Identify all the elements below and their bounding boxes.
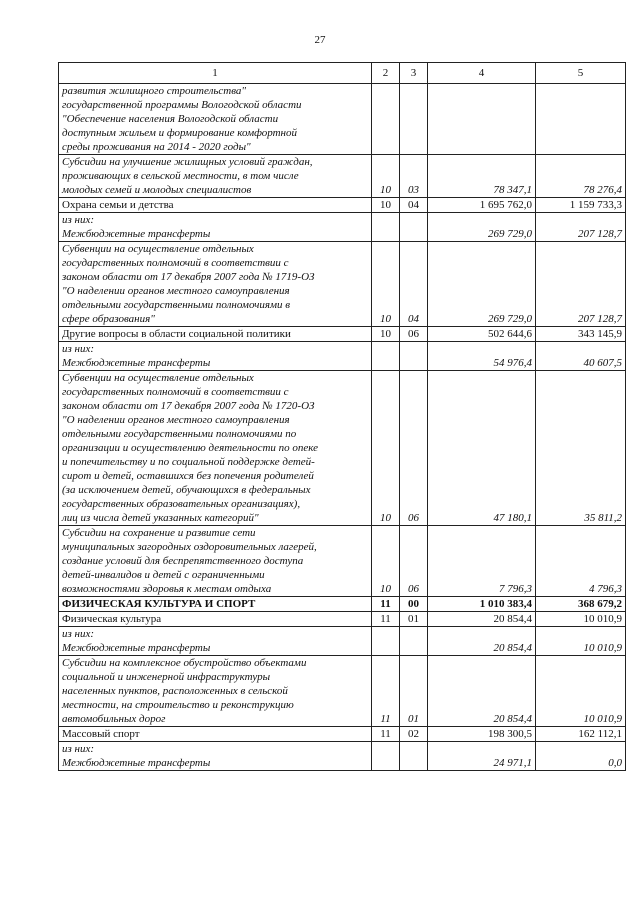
row-name: из них: Межбюджетные трансферты <box>59 342 372 371</box>
table-row <box>59 198 626 213</box>
row-section: 10 <box>372 198 400 213</box>
header-col-1: 1 <box>59 63 372 84</box>
row-value-planned: 20 854,4 <box>428 656 536 727</box>
table-row <box>59 742 626 771</box>
table-row <box>59 612 626 627</box>
row-value-planned: 1 010 383,4 <box>428 597 536 612</box>
row-value-planned: 502 644,6 <box>428 327 536 342</box>
header-col-4: 4 <box>428 63 536 84</box>
row-subsection: 06 <box>400 371 428 526</box>
row-name: ФИЗИЧЕСКАЯ КУЛЬТУРА И СПОРТ <box>59 597 372 612</box>
row-section: 10 <box>372 155 400 198</box>
row-value-actual: 4 796,3 <box>536 526 626 597</box>
row-section <box>372 342 400 371</box>
row-value-planned: 7 796,3 <box>428 526 536 597</box>
row-name: из них: Межбюджетные трансферты <box>59 213 372 242</box>
row-name: Охрана семьи и детства <box>59 198 372 213</box>
row-subsection: 04 <box>400 242 428 327</box>
row-name: Массовый спорт <box>59 727 372 742</box>
table-row <box>59 526 626 597</box>
row-value-actual <box>536 84 626 155</box>
table-row <box>59 656 626 727</box>
row-subsection: 01 <box>400 612 428 627</box>
row-name: Физическая культура <box>59 612 372 627</box>
row-subsection: 00 <box>400 597 428 612</box>
row-value-actual: 40 607,5 <box>536 342 626 371</box>
row-subsection <box>400 213 428 242</box>
row-name: Субсидии на улучшение жилищных условий граждан, проживающих в сельской местности, в том числе молодых семей и молодых специалистов <box>59 155 372 198</box>
row-name: Субсидии на сохранение и развитие сети муниципальных загородных оздоровительных лагерей, создание условий для беспрепятственного доступа детей-инвалидов и детей с ограниченными возможностями здоровья к местам отдыха <box>59 526 372 597</box>
row-subsection: 03 <box>400 155 428 198</box>
row-subsection <box>400 742 428 771</box>
row-value-planned: 20 854,4 <box>428 612 536 627</box>
row-value-actual: 207 128,7 <box>536 213 626 242</box>
table-header-row <box>59 63 626 84</box>
row-value-actual: 0,0 <box>536 742 626 771</box>
row-value-actual: 368 679,2 <box>536 597 626 612</box>
row-name: Субвенции на осуществление отдельных государственных полномочий в соответствии с законом области от 17 декабря 2007 года № 1720-ОЗ "О наделении органов местного самоуправления отдельными государственными полномочиями по организации и осуществлению деятельности по опеке и попечительству и по социальной поддержке детей- сирот и детей, оставшихся без попечения родителей (за исключением детей, обучающихся в федеральных государственных образовательных организациях), лиц из числа детей указанных категорий" <box>59 371 372 526</box>
row-value-actual: 10 010,9 <box>536 627 626 656</box>
row-value-planned <box>428 84 536 155</box>
row-value-planned: 78 347,1 <box>428 155 536 198</box>
row-value-actual: 78 276,4 <box>536 155 626 198</box>
header-col-2: 2 <box>372 63 400 84</box>
row-value-actual: 10 010,9 <box>536 656 626 727</box>
row-value-planned: 269 729,0 <box>428 242 536 327</box>
row-value-planned: 198 300,5 <box>428 727 536 742</box>
row-subsection <box>400 84 428 155</box>
row-subsection <box>400 342 428 371</box>
row-section: 10 <box>372 242 400 327</box>
budget-table <box>58 62 626 771</box>
table-row <box>59 371 626 526</box>
row-value-actual: 10 010,9 <box>536 612 626 627</box>
table-row <box>59 327 626 342</box>
row-name: Субвенции на осуществление отдельных государственных полномочий в соответствии с законом области от 17 декабря 2007 года № 1719-ОЗ "О наделении органов местного самоуправления отдельными государственными полномочиями в сфере образования" <box>59 242 372 327</box>
row-value-planned: 269 729,0 <box>428 213 536 242</box>
table-row <box>59 213 626 242</box>
header-col-3: 3 <box>400 63 428 84</box>
page-number: 27 <box>314 34 326 46</box>
row-name: развития жилищного строительства" государственной программы Вологодской области "Обеспечение населения Вологодской области доступным жильем и формирование комфортной среды проживания на 2014 - 2020 годы" <box>59 84 372 155</box>
row-section: 10 <box>372 327 400 342</box>
table-row <box>59 627 626 656</box>
row-name: Другие вопросы в области социальной политики <box>59 327 372 342</box>
row-section <box>372 627 400 656</box>
row-value-actual: 343 145,9 <box>536 327 626 342</box>
row-section: 11 <box>372 727 400 742</box>
row-section: 11 <box>372 612 400 627</box>
row-value-planned: 47 180,1 <box>428 371 536 526</box>
header-col-5: 5 <box>536 63 626 84</box>
row-subsection: 01 <box>400 656 428 727</box>
row-value-planned: 1 695 762,0 <box>428 198 536 213</box>
row-section <box>372 84 400 155</box>
row-subsection: 06 <box>400 526 428 597</box>
row-section <box>372 213 400 242</box>
table-row <box>59 242 626 327</box>
row-value-actual: 162 112,1 <box>536 727 626 742</box>
table-row <box>59 84 626 155</box>
row-name: из них: Межбюджетные трансферты <box>59 627 372 656</box>
row-subsection: 04 <box>400 198 428 213</box>
row-value-planned: 20 854,4 <box>428 627 536 656</box>
row-section <box>372 742 400 771</box>
row-section: 10 <box>372 526 400 597</box>
row-subsection: 02 <box>400 727 428 742</box>
row-value-actual: 1 159 733,3 <box>536 198 626 213</box>
row-section: 11 <box>372 597 400 612</box>
row-name: Субсидии на комплексное обустройство объектами социальной и инженерной инфраструктуры населенных пунктов, расположенных в сельской местности, на строительство и реконструкцию автомобильных дорог <box>59 656 372 727</box>
row-value-planned: 54 976,4 <box>428 342 536 371</box>
row-section: 11 <box>372 656 400 727</box>
table-row <box>59 342 626 371</box>
table-row <box>59 597 626 612</box>
row-section: 10 <box>372 371 400 526</box>
table-row <box>59 727 626 742</box>
row-value-planned: 24 971,1 <box>428 742 536 771</box>
row-name: из них: Межбюджетные трансферты <box>59 742 372 771</box>
row-value-actual: 35 811,2 <box>536 371 626 526</box>
row-value-actual: 207 128,7 <box>536 242 626 327</box>
row-subsection <box>400 627 428 656</box>
table-row <box>59 155 626 198</box>
row-subsection: 06 <box>400 327 428 342</box>
